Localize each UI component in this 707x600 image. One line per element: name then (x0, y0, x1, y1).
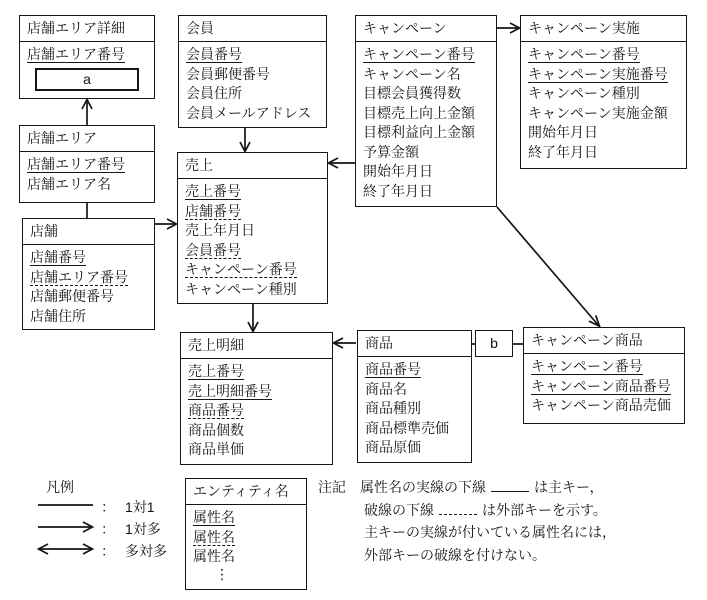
legend-colon: ： (101, 543, 115, 559)
attribute-row (365, 419, 464, 439)
relation-product-to-sales-detail (334, 338, 357, 348)
attribute-row (363, 104, 489, 124)
attribute-label: 店舗住所 (30, 307, 86, 324)
attribute-label: キャンペーン名 (363, 65, 461, 82)
attribute-row (528, 143, 679, 163)
attribute-label: 店舗番号 (30, 249, 86, 265)
attribute-row (185, 260, 320, 280)
attribute-row (188, 421, 325, 441)
entity-campaign-execution (520, 15, 687, 169)
attribute-row (27, 155, 147, 175)
attribute-label: 店舗エリア番号 (30, 268, 128, 285)
legend-item-label: 1対多 (125, 521, 161, 537)
attribute-row (185, 241, 320, 261)
attribute-row (531, 377, 677, 397)
attribute-label: 目標会員獲得数 (363, 85, 461, 101)
attribute-label: 目標売上向上金額 (363, 104, 475, 121)
attribute-label: 予算金額 (363, 143, 419, 160)
attribute-label: 店舗エリア名 (27, 175, 111, 192)
attribute-row (193, 508, 299, 528)
attribute-row (531, 357, 677, 377)
legend-item-one-to-many (101, 519, 161, 539)
attribute-label: 終了年月日 (363, 182, 433, 199)
attribute-row (363, 162, 489, 182)
attribute-label: 商品個数 (188, 421, 244, 438)
attribute-row (185, 280, 320, 300)
entity-title: 店舗エリア (20, 126, 154, 152)
attribute-row (363, 143, 489, 163)
attribute-label: キャンペーン商品売価 (531, 397, 671, 413)
blank-a-box: a (35, 68, 139, 91)
attribute-label: 売上番号 (188, 363, 244, 379)
attribute-label: キャンペーン商品番号 (531, 377, 671, 394)
attribute-label: 売上明細番号 (188, 382, 272, 399)
attribute-row (188, 401, 325, 421)
attribute-label: 会員メールアドレス (186, 104, 312, 121)
attribute-row (528, 65, 679, 85)
entity-title: キャンペーン実施 (521, 16, 686, 42)
note-line-2: 破線の下線 は外部キーを示す。 (364, 501, 607, 518)
relation-campaign-to-sales (329, 158, 356, 168)
attribute-row (363, 84, 489, 104)
attribute-row (188, 440, 325, 460)
entity-campaign (355, 15, 497, 207)
attribute-row (30, 248, 147, 268)
note (318, 476, 704, 566)
attribute-row (186, 45, 319, 65)
attribute-label: 会員番号 (185, 241, 241, 258)
attribute-label: キャンペーン番号 (363, 46, 475, 62)
attribute-row (528, 104, 679, 124)
dashed-underline-sample (439, 503, 477, 515)
entity-member (178, 15, 327, 128)
attribute-label: 商品番号 (365, 361, 421, 377)
attribute-row (531, 396, 677, 416)
attribute-label: 属性名 (193, 509, 235, 525)
entity-product (357, 330, 472, 463)
entity-sales (177, 152, 328, 304)
attribute-label: 商品名 (365, 380, 407, 397)
attribute-label: 店舗エリア番号 (27, 156, 125, 172)
relation-store-to-sales (155, 219, 177, 229)
entity-title: 店舗 (23, 219, 154, 245)
entity-store-area-detail (19, 15, 155, 99)
attribute-row (27, 45, 147, 65)
vertical-ellipsis: ⋮ (215, 565, 229, 582)
attribute-label: キャンペーン番号 (185, 261, 297, 277)
attribute-label: キャンペーン実施番号 (528, 65, 668, 82)
entity-title: 売上 (178, 153, 327, 179)
relation-sales-to-sales-detail (248, 300, 258, 332)
attribute-label: キャンペーン種別 (185, 280, 297, 297)
attribute-label: 商品番号 (188, 402, 244, 418)
legend-item-label: 多対多 (125, 543, 167, 559)
attribute-row (363, 65, 489, 85)
attribute-row (363, 45, 489, 65)
attribute-row (186, 104, 319, 124)
attribute-label: 店舗エリア番号 (27, 46, 125, 62)
entity-title: 店舗エリア詳細 (20, 16, 154, 42)
attribute-label: キャンペーン実施金額 (528, 104, 668, 121)
attribute-row (185, 182, 320, 202)
attribute-row (363, 123, 489, 143)
attribute-label: 開始年月日 (528, 124, 598, 140)
attribute-label: 目標利益向上金額 (363, 124, 475, 140)
attribute-label: 商品標準売価 (365, 419, 449, 436)
legend-item-many-to-many (101, 541, 167, 561)
attribute-row (528, 45, 679, 65)
attribute-label: 売上番号 (185, 183, 241, 199)
attribute-row (27, 175, 147, 195)
attribute-label: キャンペーン種別 (528, 85, 640, 101)
note-line-4: 外部キーの破線を付けない。 (364, 546, 546, 563)
attribute-label: 店舗郵便番号 (30, 288, 114, 304)
legend-arrow-symbol (38, 522, 93, 532)
attribute-row (528, 123, 679, 143)
attribute-label: 商品単価 (188, 441, 244, 457)
entity-title: 商品 (358, 331, 471, 357)
attribute-label: 店舗番号 (185, 202, 241, 219)
entity-title: キャンペーン商品 (524, 328, 684, 354)
note-label: 注記 (318, 479, 346, 495)
attribute-label: 商品原価 (365, 439, 421, 455)
relation-member-to-sales (240, 127, 250, 152)
attribute-row (186, 65, 319, 85)
legend-colon: ： (101, 499, 115, 515)
attribute-row (188, 382, 325, 402)
attribute-row (30, 287, 147, 307)
legend-colon: ： (101, 521, 115, 537)
attribute-label: 会員住所 (186, 85, 242, 101)
entity-title: キャンペーン (356, 16, 496, 42)
entity-template (185, 478, 307, 590)
attribute-label: 売上年月日 (185, 222, 255, 238)
attribute-label: 会員番号 (186, 46, 242, 62)
entity-campaign-product (523, 327, 685, 424)
attribute-row (365, 438, 464, 458)
entity-store (22, 218, 155, 330)
blank-b-box: b (475, 330, 513, 357)
relation-store-area-to-store-area-detail (82, 100, 92, 126)
attribute-row (185, 221, 320, 241)
attribute-row (30, 268, 147, 288)
attribute-row (528, 84, 679, 104)
entity-sales-detail (180, 332, 333, 465)
note-line-1: 注記 属性名の実線の下線 は主キー， (318, 479, 604, 495)
attribute-label: 属性名 (193, 548, 235, 564)
attribute-label: キャンペーン番号 (528, 46, 640, 62)
note-line-3: 主キーの実線が付いている属性名には， (364, 524, 616, 540)
attribute-row (365, 399, 464, 419)
attribute-label: 開始年月日 (363, 163, 433, 179)
legend-item-label: 1対1 (125, 499, 155, 515)
attribute-row (365, 380, 464, 400)
attribute-label: 属性名 (193, 528, 235, 545)
attribute-row (188, 362, 325, 382)
attribute-row (365, 360, 464, 380)
legend-item-one-to-one (101, 497, 155, 517)
entity-store-area (19, 125, 155, 203)
attribute-row (186, 84, 319, 104)
legend-title: 凡例 (46, 479, 74, 495)
attribute-label: 終了年月日 (528, 143, 598, 160)
attribute-label: 会員郵便番号 (186, 65, 270, 82)
entity-title: 会員 (179, 16, 326, 42)
attribute-label: キャンペーン番号 (531, 358, 643, 374)
entity-template-title: エンティティ名 (186, 479, 306, 505)
attribute-row (30, 307, 147, 327)
attribute-row (185, 202, 320, 222)
entity-title: 売上明細 (181, 333, 332, 359)
attribute-row (363, 182, 489, 202)
attribute-row (193, 547, 299, 567)
attribute-label: 商品種別 (365, 400, 421, 416)
solid-underline-sample (491, 480, 529, 492)
relation-campaign-to-campaign-product (497, 207, 600, 326)
relation-campaign-to-campaign-execution (497, 23, 520, 33)
attribute-row (193, 528, 299, 548)
legend-double-arrow-symbol (39, 544, 93, 554)
